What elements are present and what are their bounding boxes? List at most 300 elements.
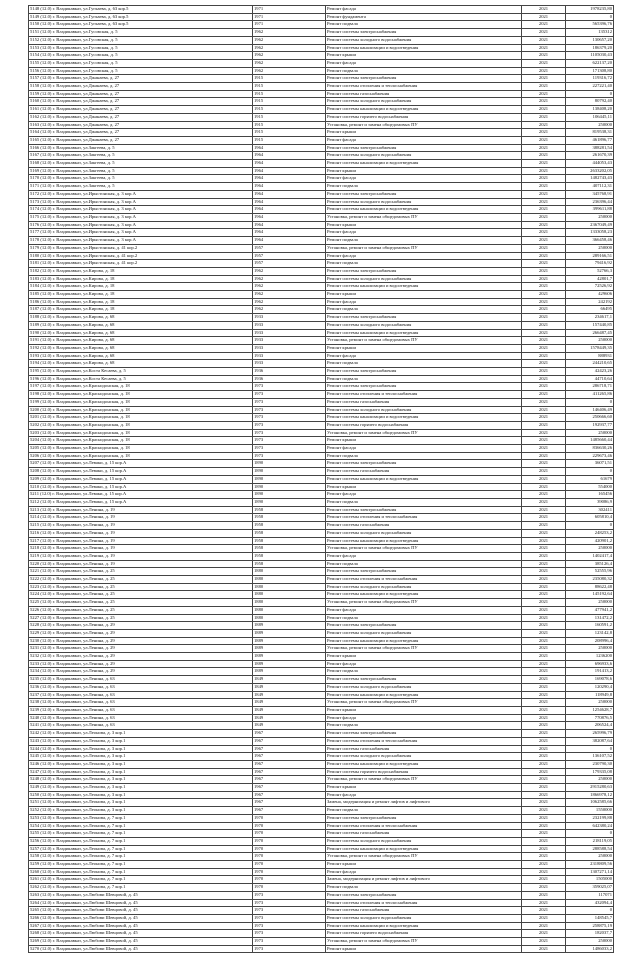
plan-year-cell: 2021: [522, 213, 566, 221]
work-type-cell: Ремонт системы канализации и водоотведения: [326, 845, 522, 853]
year-built-cell: 1933: [253, 321, 326, 329]
cost-cell: 232199,88: [566, 814, 614, 822]
cost-cell: 429606: [566, 291, 614, 299]
plan-year-cell: 2021: [522, 344, 566, 352]
year-built-cell: 1889: [253, 645, 326, 653]
year-built-cell: 1970: [253, 884, 326, 892]
table-row: [29, 36, 614, 44]
table-row: [29, 760, 614, 768]
year-built-cell: 1958: [253, 514, 326, 522]
year-built-cell: 1964: [253, 160, 326, 168]
plan-year-cell: 2021: [522, 368, 566, 376]
address-cell: 5162 (12.0) г. Владикавказ, ул.Джанаева, д. 27: [29, 113, 253, 121]
year-built-cell: 1957: [253, 260, 326, 268]
plan-year-cell: 2021: [522, 6, 566, 14]
cost-cell: 218119,05: [566, 837, 614, 845]
work-type-cell: Ремонт системы канализации и водоотведения: [326, 160, 522, 168]
address-cell: 5178 (12.0) г. Владикавказ, ул.Ирыстонская, д. 3 кор.А: [29, 237, 253, 245]
year-built-cell: 1849: [253, 714, 326, 722]
year-built-cell: 1958: [253, 529, 326, 537]
cost-cell: 244210,65: [566, 360, 614, 368]
address-cell: 5191 (12.0) г. Владикавказ, ул.Кирова, д. 68: [29, 337, 253, 345]
year-built-cell: 1933: [253, 329, 326, 337]
table-row: [29, 175, 614, 183]
address-cell: 5203 (12.0) г. Владикавказ, ул.Краснодонская, д. 18: [29, 429, 253, 437]
address-cell: 5166 (12.0) г. Владикавказ, ул.Закгеева, д. 5: [29, 144, 253, 152]
cost-cell: 1578449,35: [566, 344, 614, 352]
work-type-cell: Установка, ремонт и замена общедомовых ПУ: [326, 938, 522, 946]
cost-cell: 265996,79: [566, 730, 614, 738]
cost-cell: 258875,19: [566, 922, 614, 930]
plan-year-cell: 2021: [522, 121, 566, 129]
plan-year-cell: 2021: [522, 529, 566, 537]
cost-cell: 130657,20: [566, 36, 614, 44]
table-row: [29, 645, 614, 653]
table-row: [29, 52, 614, 60]
address-cell: 5209 (12.0) г. Владикавказ, ул.Леваки, д. 15 кор.А: [29, 475, 253, 483]
table-row: [29, 237, 614, 245]
work-type-cell: Ремонт крыши: [326, 861, 522, 869]
table-row: [29, 730, 614, 738]
address-cell: 5208 (12.0) г. Владикавказ, ул.Леваки, д. 15 кор.А: [29, 468, 253, 476]
work-type-cell: Установка, ремонт и замена общедомовых ПУ: [326, 776, 522, 784]
address-cell: 5163 (12.0) г. Владикавказ, ул.Джанаева, д. 27: [29, 121, 253, 129]
address-cell: 5214 (12.0) г. Владикавказ, ул.Ленина, д. 19: [29, 514, 253, 522]
work-type-cell: Замена, модернизация и ремонт лифтов и лифтового: [326, 799, 522, 807]
cost-cell: 1402417,4: [566, 552, 614, 560]
year-built-cell: 1964: [253, 198, 326, 206]
plan-year-cell: 2021: [522, 737, 566, 745]
year-built-cell: 1973: [253, 930, 326, 938]
work-type-cell: Ремонт фасада: [326, 252, 522, 260]
cost-cell: 117071: [566, 891, 614, 899]
table-row: [29, 98, 614, 106]
address-cell: 5246 (12.0) г. Владикавказ, ул.Леонова, д. 3 кор.1: [29, 760, 253, 768]
table-row: [29, 275, 614, 283]
address-cell: 5161 (12.0) г. Владикавказ, ул.Джанаева, д. 27: [29, 106, 253, 114]
year-built-cell: 1958: [253, 537, 326, 545]
table-row: [29, 360, 614, 368]
address-cell: 5221 (12.0) г. Владикавказ, ул.Ленина, д. 25: [29, 568, 253, 576]
year-built-cell: 1970: [253, 861, 326, 869]
work-type-cell: Ремонт системы горячего водоснабжения: [326, 113, 522, 121]
cost-cell: 148545,7: [566, 914, 614, 922]
cost-cell: 248253,2: [566, 529, 614, 537]
year-built-cell: 1967: [253, 799, 326, 807]
year-built-cell: 1962: [253, 52, 326, 60]
work-type-cell: Ремонт системы горячего водоснабжения: [326, 930, 522, 938]
plan-year-cell: 2021: [522, 398, 566, 406]
plan-year-cell: 2021: [522, 560, 566, 568]
work-type-cell: Ремонт системы канализации и водоотведения: [326, 106, 522, 114]
table-row: [29, 267, 614, 275]
plan-year-cell: 2021: [522, 421, 566, 429]
table-row: [29, 922, 614, 930]
cost-cell: 2367049,49: [566, 221, 614, 229]
address-cell: 5244 (12.0) г. Владикавказ, ул.Леонова, д. 3 кор.1: [29, 745, 253, 753]
work-type-cell: Ремонт системы электроснабжения: [326, 75, 522, 83]
cost-cell: 819538,31: [566, 129, 614, 137]
year-built-cell: 1964: [253, 221, 326, 229]
work-type-cell: Ремонт системы холодного водоснабжения: [326, 837, 522, 845]
cost-cell: 385126,4: [566, 560, 614, 568]
year-built-cell: 1889: [253, 653, 326, 661]
address-cell: 5249 (12.0) г. Владикавказ, ул.Леонова, д. 3 кор.1: [29, 784, 253, 792]
work-type-cell: Ремонт крыши: [326, 167, 522, 175]
plan-year-cell: 2021: [522, 437, 566, 445]
address-cell: 5253 (12.0) г. Владикавказ, ул.Леонова, д. 7 кор.1: [29, 814, 253, 822]
work-type-cell: Ремонт подвала: [326, 260, 522, 268]
address-cell: 5247 (12.0) г. Владикавказ, ул.Леонова, д. 3 кор.1: [29, 768, 253, 776]
address-cell: 5199 (12.0) г. Владикавказ, ул.Краснодонская, д. 18: [29, 398, 253, 406]
cost-cell: 131472,2: [566, 614, 614, 622]
plan-year-cell: 2021: [522, 129, 566, 137]
work-type-cell: Установка, ремонт и замена общедомовых ПУ: [326, 699, 522, 707]
year-built-cell: 1880: [253, 576, 326, 584]
plan-year-cell: 2021: [522, 814, 566, 822]
plan-year-cell: 2021: [522, 183, 566, 191]
year-built-cell: 1970: [253, 822, 326, 830]
table-row: [29, 391, 614, 399]
work-type-cell: Ремонт подвала: [326, 668, 522, 676]
cost-cell: 696933,6: [566, 660, 614, 668]
work-type-cell: Ремонт подвала: [326, 183, 522, 191]
work-type-cell: Ремонт фасада: [326, 175, 522, 183]
year-built-cell: 1973: [253, 899, 326, 907]
table-row: [29, 807, 614, 815]
address-cell: 5261 (12.0) г. Владикавказ, ул.Леонова, д. 7 кор.1: [29, 876, 253, 884]
address-cell: 5169 (12.0) г. Владикавказ, ул.Закгеева, д. 5: [29, 167, 253, 175]
year-built-cell: 1964: [253, 206, 326, 214]
year-built-cell: 1880: [253, 606, 326, 614]
plan-year-cell: 2021: [522, 36, 566, 44]
cost-cell: 461896,77: [566, 136, 614, 144]
table-row: [29, 722, 614, 730]
work-type-cell: Ремонт системы электроснабжения: [326, 368, 522, 376]
plan-year-cell: 2021: [522, 768, 566, 776]
work-type-cell: Ремонт системы отопления и теплоснабжения: [326, 822, 522, 830]
plan-year-cell: 2021: [522, 745, 566, 753]
work-type-cell: Ремонт подвала: [326, 452, 522, 460]
table-row: [29, 714, 614, 722]
year-built-cell: 1958: [253, 545, 326, 553]
year-built-cell: 1936: [253, 368, 326, 376]
work-type-cell: Ремонт системы холодного водоснабжения: [326, 275, 522, 283]
plan-year-cell: 2021: [522, 329, 566, 337]
work-type-cell: Ремонт крыши: [326, 344, 522, 352]
table-body: [29, 6, 614, 953]
address-cell: 5179 (12.0) г. Владикавказ, ул.Ирыстонская, д. 41 кор.2: [29, 244, 253, 252]
table-row: [29, 406, 614, 414]
table-row: [29, 445, 614, 453]
cost-cell: 192937,77: [566, 421, 614, 429]
year-built-cell: 1962: [253, 29, 326, 37]
table-row: [29, 190, 614, 198]
work-type-cell: Ремонт фасада: [326, 791, 522, 799]
work-type-cell: Ремонт подвала: [326, 21, 522, 29]
address-cell: 5256 (12.0) г. Владикавказ, ул.Леонова, д. 7 кор.1: [29, 837, 253, 845]
year-built-cell: 1936: [253, 375, 326, 383]
cost-cell: 171308,80: [566, 67, 614, 75]
plan-year-cell: 2021: [522, 44, 566, 52]
table-row: [29, 945, 614, 953]
work-type-cell: Установка, ремонт и замена общедомовых ПУ: [326, 213, 522, 221]
cost-cell: 1307271,14: [566, 868, 614, 876]
cost-cell: 191413,2: [566, 668, 614, 676]
work-type-cell: Ремонт системы отопления и теплоснабжения: [326, 737, 522, 745]
cost-cell: 250000: [566, 337, 614, 345]
address-cell: 5231 (12.0) г. Владикавказ, ул.Ленина, д. 29: [29, 645, 253, 653]
address-cell: 5182 (12.0) г. Владикавказ, ул.Кирова, д. 18: [29, 267, 253, 275]
work-type-cell: Ремонт крыши: [326, 483, 522, 491]
table-row: [29, 298, 614, 306]
year-built-cell: 1890: [253, 460, 326, 468]
cost-cell: 206524,4: [566, 722, 614, 730]
address-cell: 5234 (12.0) г. Владикавказ, ул.Ленина, д. 29: [29, 668, 253, 676]
address-cell: 5185 (12.0) г. Владикавказ, ул.Кирова, д. 18: [29, 291, 253, 299]
cost-cell: 477941,2: [566, 606, 614, 614]
cost-cell: 72526,92: [566, 283, 614, 291]
plan-year-cell: 2021: [522, 760, 566, 768]
cost-cell: 250000: [566, 938, 614, 946]
cost-cell: 565396,76: [566, 21, 614, 29]
work-type-cell: Ремонт системы электроснабжения: [326, 314, 522, 322]
table-row: [29, 499, 614, 507]
work-type-cell: Ремонт подвала: [326, 237, 522, 245]
cost-cell: 0: [566, 522, 614, 530]
work-type-cell: Ремонт системы электроснабжения: [326, 460, 522, 468]
table-row: [29, 576, 614, 584]
year-built-cell: 1889: [253, 668, 326, 676]
year-built-cell: 1971: [253, 13, 326, 21]
cost-cell: 88622,48: [566, 583, 614, 591]
year-built-cell: 1890: [253, 483, 326, 491]
table-row: [29, 522, 614, 530]
work-type-cell: Ремонт системы холодного водоснабжения: [326, 36, 522, 44]
cost-cell: 234617,1: [566, 314, 614, 322]
cost-cell: 1236200: [566, 653, 614, 661]
address-cell: 5233 (12.0) г. Владикавказ, ул.Ленина, д. 29: [29, 660, 253, 668]
plan-year-cell: 2021: [522, 483, 566, 491]
year-built-cell: 1849: [253, 691, 326, 699]
address-cell: 5268 (12.0) г. Владикавказ, ул.Любови Шевцовой, д. 45: [29, 930, 253, 938]
plan-year-cell: 2021: [522, 914, 566, 922]
cost-cell: 1333058,23: [566, 229, 614, 237]
work-type-cell: Установка, ремонт и замена общедомовых ПУ: [326, 429, 522, 437]
work-type-cell: Ремонт подвала: [326, 722, 522, 730]
cost-cell: 145192,64: [566, 591, 614, 599]
table-row: [29, 306, 614, 314]
table-row: [29, 475, 614, 483]
year-built-cell: 1915: [253, 121, 326, 129]
plan-year-cell: 2021: [522, 283, 566, 291]
plan-year-cell: 2021: [522, 298, 566, 306]
work-type-cell: Ремонт системы канализации и водоотведения: [326, 537, 522, 545]
work-type-cell: Ремонт фасада: [326, 552, 522, 560]
year-built-cell: 1964: [253, 183, 326, 191]
year-built-cell: 1933: [253, 360, 326, 368]
cost-cell: 1550000: [566, 807, 614, 815]
address-cell: 5262 (12.0) г. Владикавказ, ул.Леонова, д. 7 кор.1: [29, 884, 253, 892]
year-built-cell: 1964: [253, 213, 326, 221]
cost-cell: 123142,8: [566, 629, 614, 637]
cost-cell: 52766,3: [566, 267, 614, 275]
address-cell: 5197 (12.0) г. Владикавказ, ул.Краснодонская, д. 18: [29, 383, 253, 391]
year-built-cell: 1964: [253, 144, 326, 152]
address-cell: 5254 (12.0) г. Владикавказ, ул.Леонова, д. 7 кор.1: [29, 822, 253, 830]
plan-year-cell: 2021: [522, 175, 566, 183]
cost-cell: 106445,11: [566, 113, 614, 121]
cost-cell: 266487,45: [566, 329, 614, 337]
table-row: [29, 452, 614, 460]
plan-year-cell: 2021: [522, 414, 566, 422]
address-cell: 5218 (12.0) г. Владикавказ, ул.Ленина, д. 19: [29, 545, 253, 553]
table-row: [29, 676, 614, 684]
cost-cell: 1978235,80: [566, 6, 614, 14]
cost-cell: 44710,64: [566, 375, 614, 383]
work-type-cell: Ремонт крыши: [326, 129, 522, 137]
plan-year-cell: 2021: [522, 514, 566, 522]
table-row: [29, 13, 614, 21]
address-cell: 5181 (12.0) г. Владикавказ, ул.Ирыстонская, д. 41 кор.2: [29, 260, 253, 268]
year-built-cell: 1973: [253, 922, 326, 930]
plan-year-cell: 2021: [522, 499, 566, 507]
address-cell: 5226 (12.0) г. Владикавказ, ул.Ленина, д. 25: [29, 606, 253, 614]
plan-year-cell: 2021: [522, 591, 566, 599]
cost-cell: 138408,20: [566, 106, 614, 114]
address-cell: 5211 (12.0) г. Владикавказ, ул.Леваки, д. 15 кор.А: [29, 491, 253, 499]
table-row: [29, 537, 614, 545]
cost-cell: 66495: [566, 306, 614, 314]
cost-cell: 0: [566, 468, 614, 476]
work-type-cell: Ремонт крыши: [326, 945, 522, 953]
plan-year-cell: 2021: [522, 568, 566, 576]
table-row: [29, 252, 614, 260]
table-row: [29, 799, 614, 807]
plan-year-cell: 2021: [522, 445, 566, 453]
table-row: [29, 784, 614, 792]
year-built-cell: 1970: [253, 868, 326, 876]
work-type-cell: Ремонт фасада: [326, 868, 522, 876]
table-row: [29, 514, 614, 522]
year-built-cell: 1962: [253, 267, 326, 275]
work-type-cell: Ремонт системы канализации и водоотведения: [326, 414, 522, 422]
year-built-cell: 1973: [253, 421, 326, 429]
work-type-cell: Установка, ремонт и замена общедомовых ПУ: [326, 853, 522, 861]
table-row: [29, 614, 614, 622]
year-built-cell: 1889: [253, 622, 326, 630]
address-cell: 5267 (12.0) г. Владикавказ, ул.Любови Шевцовой, д. 45: [29, 922, 253, 930]
plan-year-cell: 2021: [522, 583, 566, 591]
cost-cell: 119316,72: [566, 75, 614, 83]
year-built-cell: 1971: [253, 21, 326, 29]
plan-year-cell: 2021: [522, 776, 566, 784]
plan-year-cell: 2021: [522, 799, 566, 807]
table-row: [29, 529, 614, 537]
plan-year-cell: 2021: [522, 106, 566, 114]
cost-cell: 250000: [566, 244, 614, 252]
work-type-cell: Ремонт системы холодного водоснабжения: [326, 529, 522, 537]
cost-cell: 146406,49: [566, 406, 614, 414]
year-built-cell: 1962: [253, 283, 326, 291]
address-cell: 5224 (12.0) г. Владикавказ, ул.Ленина, д. 25: [29, 591, 253, 599]
address-cell: 5235 (12.0) г. Владикавказ, ул.Ленина, д. 63: [29, 676, 253, 684]
table-row: [29, 814, 614, 822]
work-type-cell: Ремонт фасада: [326, 660, 522, 668]
table-row: [29, 129, 614, 137]
address-cell: 5265 (12.0) г. Владикавказ, ул.Любови Шевцовой, д. 45: [29, 907, 253, 915]
plan-year-cell: 2021: [522, 144, 566, 152]
year-built-cell: 1973: [253, 414, 326, 422]
plan-year-cell: 2021: [522, 198, 566, 206]
work-type-cell: Ремонт подвала: [326, 499, 522, 507]
cost-cell: 286718,71: [566, 383, 614, 391]
cost-cell: 250000: [566, 853, 614, 861]
plan-year-cell: 2021: [522, 267, 566, 275]
cost-cell: 359025,07: [566, 884, 614, 892]
table-row: [29, 660, 614, 668]
plan-year-cell: 2021: [522, 791, 566, 799]
address-cell: 5186 (12.0) г. Владикавказ, ул.Кирова, д. 18: [29, 298, 253, 306]
work-type-cell: Ремонт системы канализации и водоотведения: [326, 637, 522, 645]
work-type-cell: Ремонт фасада: [326, 59, 522, 67]
plan-year-cell: 2021: [522, 136, 566, 144]
plan-year-cell: 2021: [522, 637, 566, 645]
address-cell: 5237 (12.0) г. Владикавказ, ул.Ленина, д. 63: [29, 691, 253, 699]
address-cell: 5190 (12.0) г. Владикавказ, ул.Кирова, д. 68: [29, 329, 253, 337]
plan-year-cell: 2021: [522, 406, 566, 414]
work-type-cell: Ремонт подвала: [326, 884, 522, 892]
table-row: [29, 683, 614, 691]
cost-cell: 288588,54: [566, 845, 614, 853]
address-cell: 5219 (12.0) г. Владикавказ, ул.Ленина, д. 19: [29, 552, 253, 560]
table-row: [29, 44, 614, 52]
work-type-cell: Ремонт крыши: [326, 291, 522, 299]
address-cell: 5155 (12.0) г. Владикавказ, ул.Гусовская, д. 5: [29, 59, 253, 67]
cost-cell: 230790,30: [566, 760, 614, 768]
year-built-cell: 1915: [253, 75, 326, 83]
year-built-cell: 1962: [253, 67, 326, 75]
table-row: [29, 213, 614, 221]
address-cell: 5243 (12.0) г. Владикавказ, ул.Леонова, д. 3 кор.1: [29, 737, 253, 745]
plan-year-cell: 2021: [522, 167, 566, 175]
year-built-cell: 1973: [253, 907, 326, 915]
work-type-cell: Ремонт фундамента: [326, 13, 522, 21]
table-row: [29, 876, 614, 884]
table-row: [29, 421, 614, 429]
address-cell: 5158 (12.0) г. Владикавказ, ул.Джанаева, д. 27: [29, 83, 253, 91]
work-type-cell: Ремонт системы газоснабжения: [326, 468, 522, 476]
table-row: [29, 884, 614, 892]
year-built-cell: 1880: [253, 568, 326, 576]
work-type-cell: Замена, модернизация и ремонт лифтов и лифтового: [326, 876, 522, 884]
year-built-cell: 1967: [253, 776, 326, 784]
cost-cell: 289166,51: [566, 252, 614, 260]
year-built-cell: 1967: [253, 753, 326, 761]
table-row: [29, 437, 614, 445]
plan-year-cell: 2021: [522, 244, 566, 252]
address-cell: 5168 (12.0) г. Владикавказ, ул.Закгеева, д. 5: [29, 160, 253, 168]
work-type-cell: Ремонт фасада: [326, 298, 522, 306]
table-row: [29, 59, 614, 67]
year-built-cell: 1890: [253, 491, 326, 499]
plan-year-cell: 2021: [522, 576, 566, 584]
table-row: [29, 337, 614, 345]
address-cell: 5242 (12.0) г. Владикавказ, ул.Леонова, д. 3 кор.1: [29, 730, 253, 738]
work-type-cell: Ремонт системы холодного водоснабжения: [326, 98, 522, 106]
plan-year-cell: 2021: [522, 75, 566, 83]
year-built-cell: 1964: [253, 152, 326, 160]
